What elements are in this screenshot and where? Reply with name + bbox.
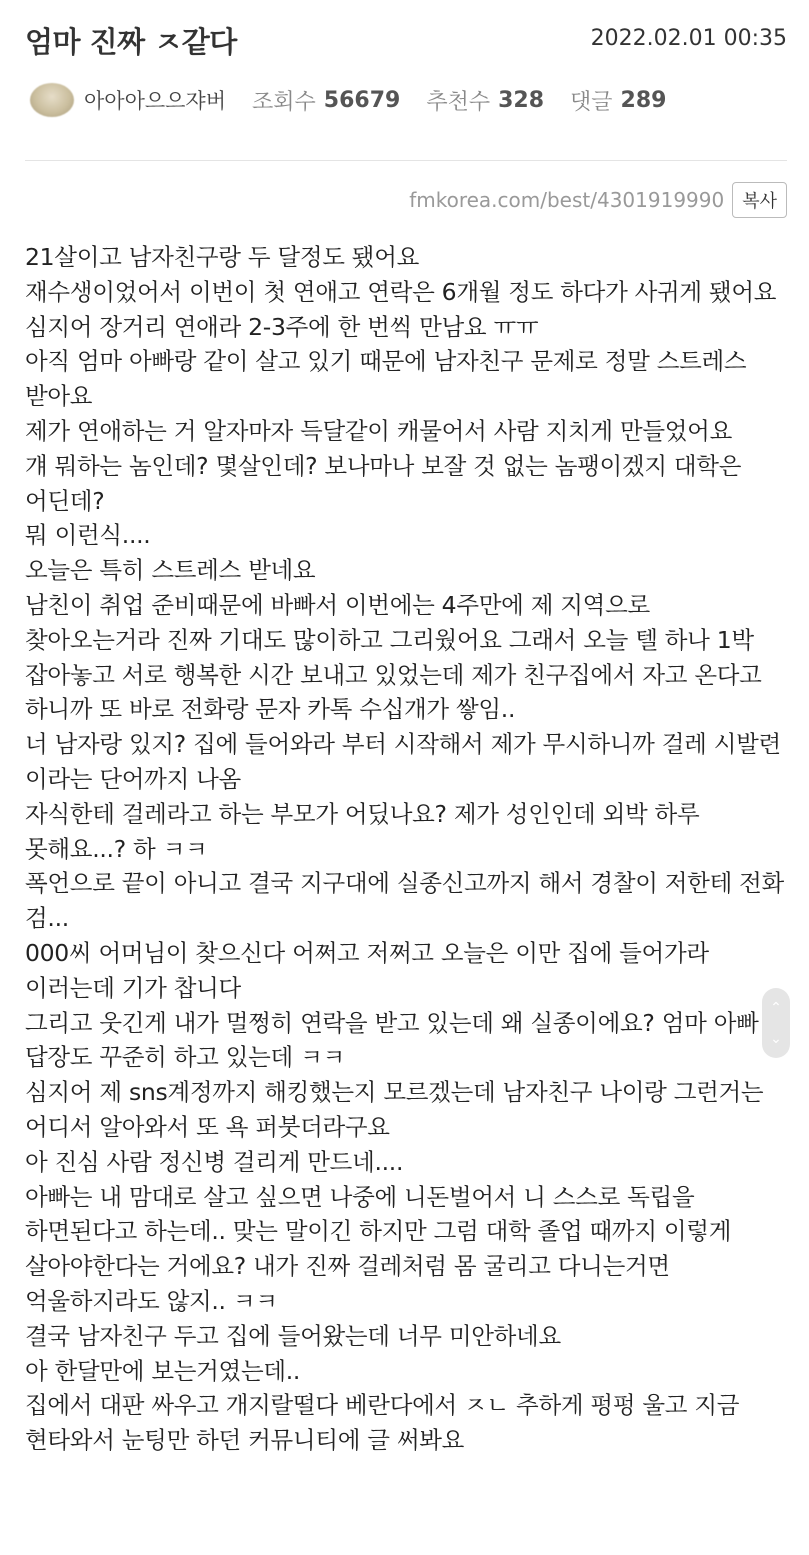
body-paragraph: 아 진심 사람 정신병 걸리게 만드네.... (25, 1147, 404, 1176)
recommends-count: 328 (498, 87, 545, 113)
body-paragraph: 폭언으로 끝이 아니고 결국 지구대에 실종신고까지 해서 경찰이 저한테 전화 검... (25, 869, 784, 933)
chevron-down-icon[interactable]: ⌄ (770, 1030, 782, 1047)
body-paragraph: 아빠는 내 맘대로 살고 싶으면 나중에 니돈벌어서 니 스스로 독립을 하면된다고 하는데.. 맞는 말이긴 하지만 그럼 대학 졸업 때까지 이렇게 살아야한다는 거에요? 내가 진짜 걸레처럼 몸 굴리고 다니는거면 억울하지라도 않지.. ㅋㅋ (25, 1182, 732, 1315)
body-paragraph: 21살이고 남자친구랑 두 달정도 됐어요 (25, 243, 419, 271)
body-paragraph: 그리고 웃긴게 내가 멀쩡히 연락을 받고 있는데 왜 실종이에요? 엄마 아빠 답장도 꾸준히 하고 있는데 ㅋㅋ (25, 1008, 759, 1072)
comments-count[interactable]: 289 (620, 87, 667, 113)
body-paragraph: 제가 연애하는 거 알자마자 득달같이 캐물어서 사람 지치게 만들었어요 (25, 416, 732, 445)
body-paragraph: 결국 남자친구 두고 집에 들어왔는데 너무 미안하네요 (25, 1321, 561, 1350)
avatar[interactable] (30, 83, 74, 117)
body-paragraph: 걔 뭐하는 놈인데? 몇살인데? 보나마나 보잘 것 없는 놈팽이겠지 대학은 어딘데? (25, 451, 742, 515)
body-paragraph: 오늘은 특히 스트레스 받네요 (25, 556, 316, 585)
comments-label: 댓글 (570, 89, 613, 115)
post-title: 엄마 진짜 ㅈ같다 (25, 25, 237, 59)
body-paragraph: 자식한테 걸레라고 하는 부모가 어딨나요? 제가 성인인데 외박 하루 못해요...? 하 ㅋㅋ (25, 799, 700, 863)
scroll-controls[interactable] (762, 988, 790, 1058)
copy-url-button[interactable]: 복사 (732, 182, 787, 218)
body-paragraph: 심지어 제 sns계정까지 해킹했는지 모르겠는데 남자친구 나이랑 그런거는 어디서 알아와서 또 욕 퍼붓더라구요 (25, 1078, 764, 1141)
recommends-label: 추천수 (426, 89, 491, 115)
author-name[interactable]: 아아아으으쟈버 (84, 89, 227, 113)
post-url-row (409, 182, 787, 218)
post-date: 2022.02.01 00:35 (590, 26, 787, 51)
post-url[interactable]: fmkorea.com/best/4301919990 (409, 188, 725, 212)
body-paragraph: 뭐 이런식.... (25, 521, 151, 550)
body-paragraph: 000씨 어머님이 찾으신다 어쩌고 저쩌고 오늘은 이만 집에 들어가라 이러는데 기가 찹니다 (25, 938, 709, 1002)
body-paragraph: 아직 엄마 아빠랑 같이 살고 있기 때문에 남자친구 문제로 정말 스트레스 받아요 (25, 347, 747, 411)
body-paragraph: 너 남자랑 있지? 집에 들어와라 부터 시작해서 제가 무시하니까 걸레 시발련 이라는 단어까지 나옴 (25, 730, 781, 793)
body-paragraph: 집에서 대판 싸우고 개지랄떨다 베란다에서 ㅈㄴ 추하게 펑펑 울고 지금 현타와서 눈팅만 하던 커뮤니티에 글 써봐요 (25, 1391, 740, 1455)
post-meta (30, 78, 692, 122)
post-body (25, 240, 790, 1458)
body-paragraph: 재수생이었어서 이번이 첫 연애고 연락은 6개월 정도 하다가 사귀게 됐어요 심지어 장거리 연애라 2-3주에 한 번씩 만남요 ㅠㅠ (25, 277, 777, 341)
post-header (25, 18, 787, 62)
header-divider (25, 160, 787, 161)
views-label: 조회수 (252, 89, 316, 115)
views-count: 56679 (323, 87, 401, 113)
body-paragraph: 아 한달만에 보는거였는데.. (25, 1356, 301, 1385)
chevron-up-icon[interactable]: ⌃ (770, 999, 782, 1016)
body-paragraph: 남친이 취업 준비때문에 바빠서 이번에는 4주만에 제 지역으로 찾아오는거라 진짜 기대도 많이하고 그리웠어요 그래서 오늘 텔 하나 1박 잡아놓고 서로 행복한 시간 보내고 있었는데 제가 친구집에서 자고 온다고 하니까 또 바로 전화랑 문자 카톡 수십개가 쌓임.. (25, 590, 762, 724)
